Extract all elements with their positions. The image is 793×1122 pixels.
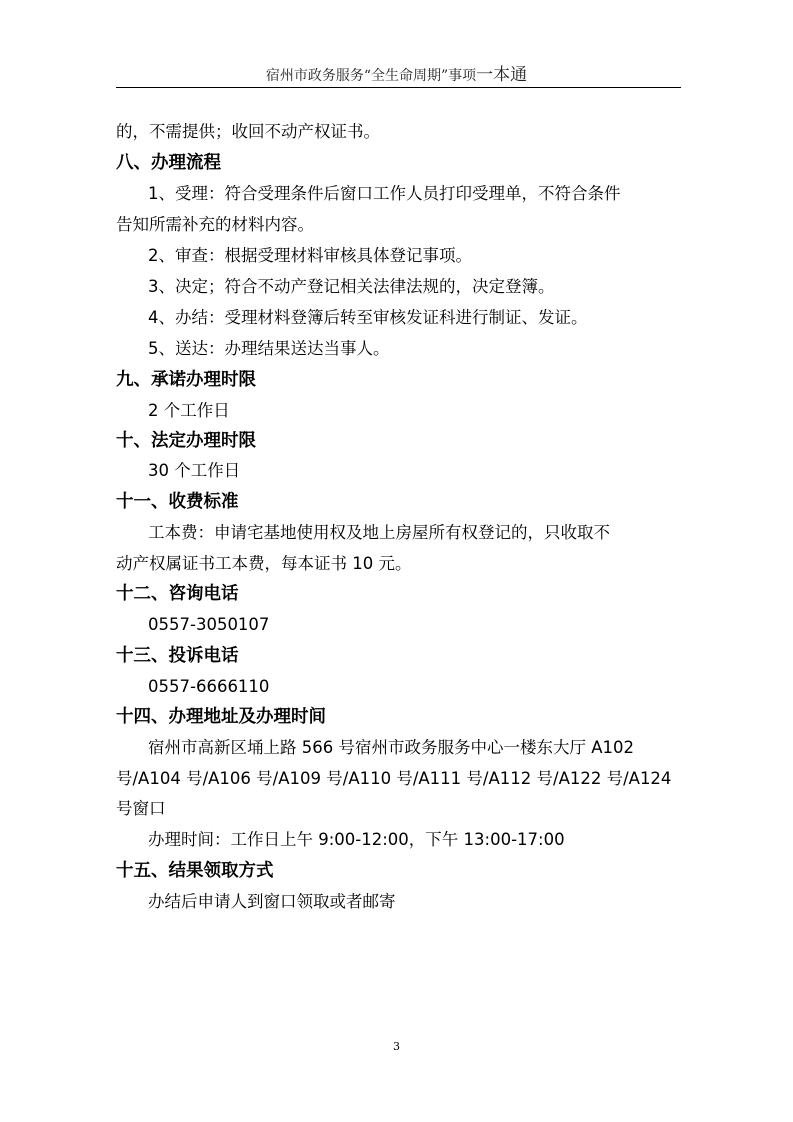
page-number: 3 [393, 1040, 400, 1053]
process-step-1-continued: 告知所需补充的材料内容。 [116, 215, 314, 234]
section-heading-11: 十一、收费标准 [116, 492, 239, 512]
header-title-tail: 一本通 [476, 65, 528, 85]
complaint-phone: 0557-6666110 [148, 677, 270, 696]
paragraph-continuation: 的，不需提供；收回不动产权证书。 [116, 122, 380, 141]
process-step-2: 2、审查：根据受理材料审核具体登记事项。 [148, 246, 472, 265]
header-divider [116, 87, 681, 88]
section-heading-9: 九、承诺办理时限 [116, 370, 256, 390]
promised-time-limit: 2 个工作日 [148, 401, 230, 420]
process-step-3: 3、决定；符合不动产登记相关法律法规的，决定登簿。 [148, 277, 555, 296]
process-step-5: 5、送达：办理结果送达当事人。 [148, 339, 390, 358]
office-address: 宿州市高新区埇上路 566 号宿州市政务服务中心一楼东大厅 A102 [148, 738, 635, 757]
fee-standard-continued: 动产权属证书工本费，每本证书 10 元。 [116, 554, 412, 573]
page-header [0, 60, 793, 85]
section-heading-13: 十三、投诉电话 [116, 646, 239, 666]
office-hours: 办理时间：工作日上午 9:00-12:00，下午 13:00-17:00 [148, 830, 565, 849]
header-title: 宿州市政务服务“全生命周期”事项 [265, 68, 477, 84]
section-heading-14: 十四、办理地址及办理时间 [116, 707, 326, 727]
consultation-phone: 0557-3050107 [148, 615, 270, 634]
office-address-windows: 号/A104 号/A106 号/A109 号/A110 号/A111 号/A112 号/A122 号/A124 [116, 769, 672, 788]
legal-time-limit: 30 个工作日 [148, 461, 241, 480]
fee-standard: 工本费：申请宅基地使用权及地上房屋所有权登记的，只收取不 [148, 523, 610, 542]
section-heading-8: 八、办理流程 [116, 153, 221, 173]
process-step-1: 1、受理：符合受理条件后窗口工作人员打印受理单，不符合条件 [148, 184, 621, 203]
process-step-4: 4、办结：受理材料登簿后转至审核发证科进行制证、发证。 [148, 308, 588, 327]
office-address-end: 号窗口 [116, 799, 166, 818]
section-heading-12: 十二、咨询电话 [116, 584, 239, 604]
section-heading-10: 十、法定办理时限 [116, 431, 256, 451]
section-heading-15: 十五、结果领取方式 [116, 861, 274, 881]
result-pickup-method: 办结后申请人到窗口领取或者邮寄 [148, 892, 396, 911]
